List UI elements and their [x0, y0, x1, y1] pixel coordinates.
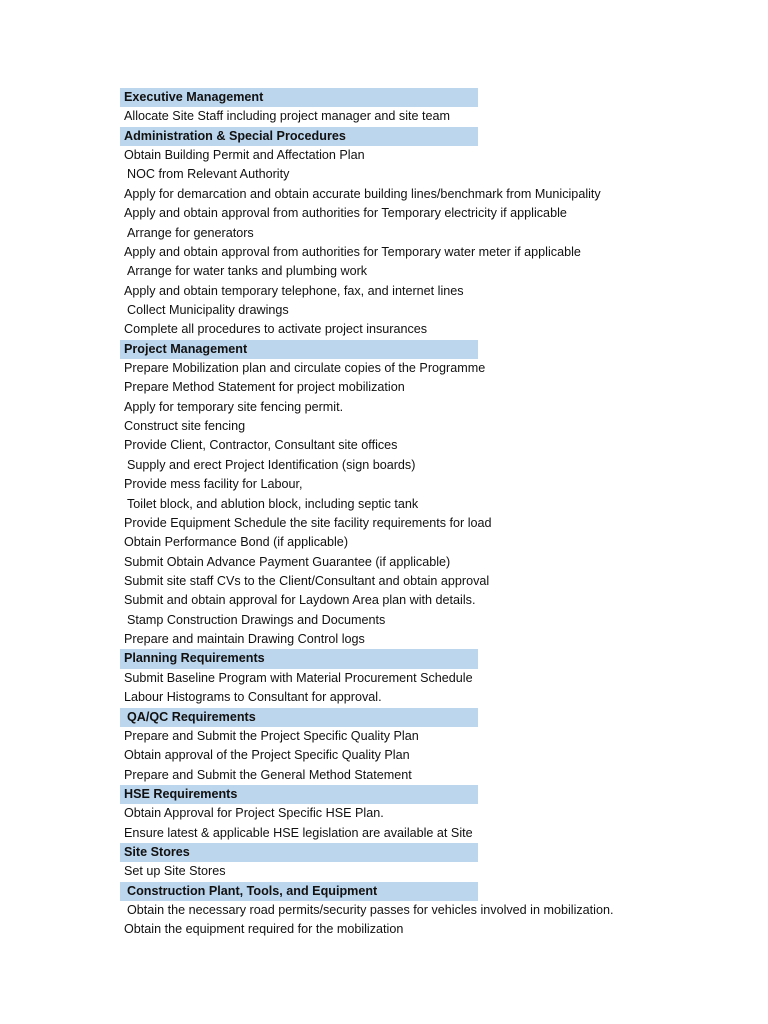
checklist-item: NOC from Relevant Authority: [127, 167, 290, 182]
checklist-item: Submit Obtain Advance Payment Guarantee (if applicable): [124, 554, 451, 569]
checklist-item: Obtain the necessary road permits/security passes for vehicles involved in mobilization.: [127, 903, 614, 918]
section-header: Planning Requirements: [120, 649, 478, 668]
checklist-item: Apply for demarcation and obtain accurate building lines/benchmark from Municipality: [124, 186, 601, 201]
checklist-item: Ensure latest & applicable HSE legislation are available at Site: [124, 825, 473, 840]
checklist-item: Provide Client, Contractor, Consultant site offices: [124, 438, 398, 453]
checklist-item: Arrange for generators: [127, 225, 254, 240]
checklist-item: Construct site fencing: [124, 419, 246, 434]
checklist-item: Collect Municipality drawings: [127, 302, 289, 317]
checklist-item: Apply and obtain approval from authorities for Temporary electricity if applicable: [124, 206, 567, 221]
checklist-item: Prepare and Submit the General Method Statement: [124, 767, 412, 782]
checklist-item: Prepare Method Statement for project mobilization: [124, 380, 405, 395]
checklist-item: Prepare and Submit the Project Specific Quality Plan: [124, 728, 419, 743]
checklist-item: Stamp Construction Drawings and Documents: [127, 612, 386, 627]
checklist-item: Obtain approval of the Project Specific Quality Plan: [124, 748, 410, 763]
checklist-item: Submit and obtain approval for Laydown Area plan with details.: [124, 593, 476, 608]
section-header: Site Stores: [120, 843, 478, 862]
checklist-item: Apply and obtain temporary telephone, fax, and internet lines: [124, 283, 464, 298]
checklist-item: Allocate Site Staff including project manager and site team: [124, 109, 450, 124]
section-header: Project Management: [120, 340, 478, 359]
checklist-item: Apply for temporary site fencing permit.: [124, 399, 344, 414]
section-header: HSE Requirements: [120, 785, 478, 804]
checklist-item: Submit Baseline Program with Material Procurement Schedule: [124, 670, 473, 685]
checklist-item: Obtain the equipment required for the mobilization: [124, 922, 404, 937]
checklist-item: Labour Histograms to Consultant for approval.: [124, 690, 382, 705]
checklist-item: Obtain Approval for Project Specific HSE Plan.: [124, 806, 384, 821]
checklist-item: Prepare Mobilization plan and circulate copies of the Programme: [124, 361, 486, 376]
mobilization-checklist: [120, 88, 640, 940]
section-header: Construction Plant, Tools, and Equipment: [120, 882, 478, 901]
section-header: Executive Management: [120, 88, 478, 107]
checklist-item: Obtain Performance Bond (if applicable): [124, 535, 349, 550]
checklist-item: Obtain Building Permit and Affectation Plan: [124, 148, 365, 163]
checklist-item: Arrange for water tanks and plumbing work: [127, 264, 368, 279]
checklist-item: Submit site staff CVs to the Client/Consultant and obtain approval: [124, 573, 490, 588]
checklist-item: Provide mess facility for Labour,: [124, 477, 303, 492]
section-header: Administration & Special Procedures: [120, 127, 478, 146]
checklist-item: Prepare and maintain Drawing Control logs: [124, 632, 365, 647]
checklist-item: Supply and erect Project Identification (sign boards): [127, 457, 416, 472]
checklist-item: Set up Site Stores: [124, 864, 226, 879]
checklist-item: Apply and obtain approval from authorities for Temporary water meter if applicable: [124, 244, 581, 259]
section-header: QA/QC Requirements: [120, 708, 478, 727]
checklist-item: Provide Equipment Schedule the site facility requirements for load: [124, 515, 492, 530]
checklist-item: Complete all procedures to activate project insurances: [124, 322, 428, 337]
checklist-item: Toilet block, and ablution block, including septic tank: [127, 496, 419, 511]
